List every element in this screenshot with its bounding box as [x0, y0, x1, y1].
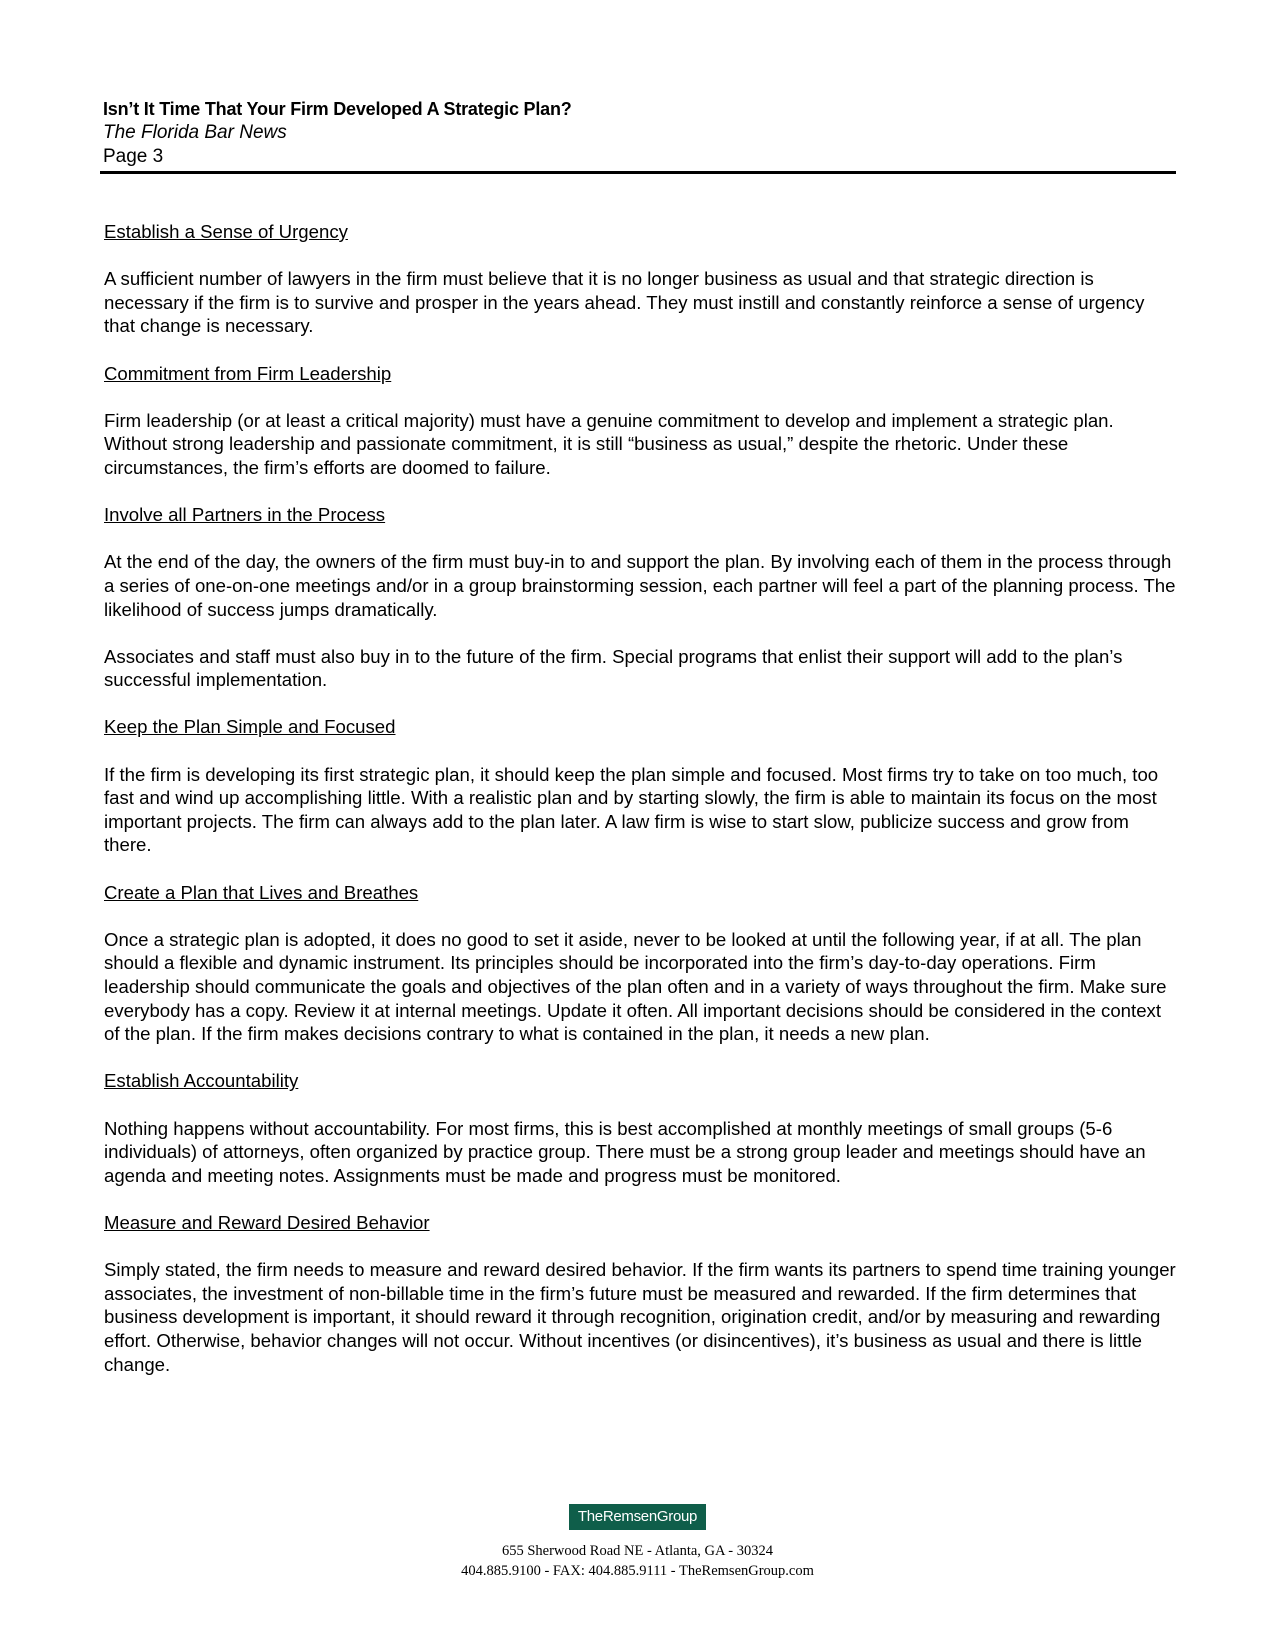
section-heading: Establish a Sense of Urgency — [104, 221, 348, 242]
paragraph: Simply stated, the firm needs to measure and reward desired behavior. If the firm wants its partners to spend time training younger associates, the investment of non-billable time in the firm’s future must be measured and rewarded. If the firm determines that business development is important, it should reward it through recognition, origination credit, and/or by measuring and rewarding effort. Otherwise, behavior changes will not occur. Without incentives (or disincentives), it’s business as usual and there is little change. — [104, 1259, 1176, 1375]
page-footer — [0, 1504, 1275, 1581]
paragraph: Associates and staff must also buy in to the future of the firm. Special programs that enlist their support will add to the plan’s successful implementation. — [104, 645, 1123, 691]
header-divider — [100, 171, 1176, 174]
paragraph: If the firm is developing its first strategic plan, it should keep the plan simple and focused. Most firms try to take on too much, too fast and wind up accomplishing little. With a realistic plan and by starting slowly, the firm is able to maintain its focus on the most important projects. The firm can always add to the plan later. A law firm is wise to start slow, publicize success and grow from there. — [104, 763, 1159, 856]
paragraph: A sufficient number of lawyers in the firm must believe that it is no longer business as usual and that strategic direction is necessary if the firm is to survive and prosper in the years ahead. They must instill and constantly reinforce a sense of urgency that change is necessary. — [104, 268, 1145, 337]
page-number: Page 3 — [103, 146, 164, 167]
remsen-group-logo: TheRemsenGroup — [569, 1504, 706, 1530]
paragraph: At the end of the day, the owners of the firm must buy-in to and support the plan. By involving each of them in the process through a series of one-on-one meetings and/or in a group brainstorming session, each partner will feel a part of the planning process. The likelihood of success jumps dramatically. — [104, 551, 1176, 620]
page-header — [103, 97, 1176, 169]
paragraph: Firm leadership (or at least a critical majority) must have a genuine commitment to develop and implement a strategic plan. Without strong leadership and passionate commitment, it is still “business as usual,” despite the rhetoric. Under these circumstances, the firm’s efforts are doomed to failure. — [104, 409, 1114, 478]
footer-contact: 404.885.9100 - FAX: 404.885.9111 - TheRemsenGroup.com — [461, 1563, 814, 1579]
section-firm-leadership — [104, 362, 1176, 480]
footer-address: 655 Sherwood Road NE - Atlanta, GA - 30324 — [501, 1543, 774, 1559]
section-heading: Involve all Partners in the Process — [104, 504, 386, 526]
section-heading: Create a Plan that Lives and Breathes — [104, 881, 419, 903]
paragraph: Once a strategic plan is adopted, it does no good to set it aside, never to be looked at until the following year, if at all. The plan should a flexible and dynamic instrument. Its principles should be incorporated into the firm’s day-to-day operations. Firm leadership should communicate the goals and objectives of the plan often and in a variety of ways throughout the firm. Make sure everybody has a copy. Review it at internal meetings. Update it often. All important decisions should be considered in the context of the plan. If the firm makes decisions contrary to what is contained in the plan, it needs a new plan. — [104, 928, 1167, 1045]
section-heading: Keep the Plan Simple and Focused — [104, 716, 396, 738]
section-accountability — [104, 1069, 1176, 1187]
section-measure-reward — [104, 1211, 1176, 1376]
section-plan-lives-breathes — [104, 881, 1176, 1046]
section-heading: Measure and Reward Desired Behavior — [104, 1211, 430, 1233]
section-heading: Establish Accountability — [104, 1070, 299, 1092]
paragraph: Nothing happens without accountability. For most firms, this is best accomplished at monthly meetings of small groups (5-6 individuals) of attorneys, often organized by practice group. There must be a strong group leader and meetings should have an agenda and meeting notes. Assignments must be made and progress must be monitored. — [104, 1117, 1146, 1186]
section-sense-of-urgency — [104, 220, 1176, 338]
section-keep-plan-simple — [104, 715, 1176, 857]
section-involve-partners — [104, 503, 1176, 692]
document-body — [104, 220, 1176, 1400]
publication-name: The Florida Bar News — [103, 122, 287, 143]
document-title: Isn’t It Time That Your Firm Developed A Strategic Plan? — [103, 99, 572, 119]
section-heading: Commitment from Firm Leadership — [104, 362, 392, 384]
